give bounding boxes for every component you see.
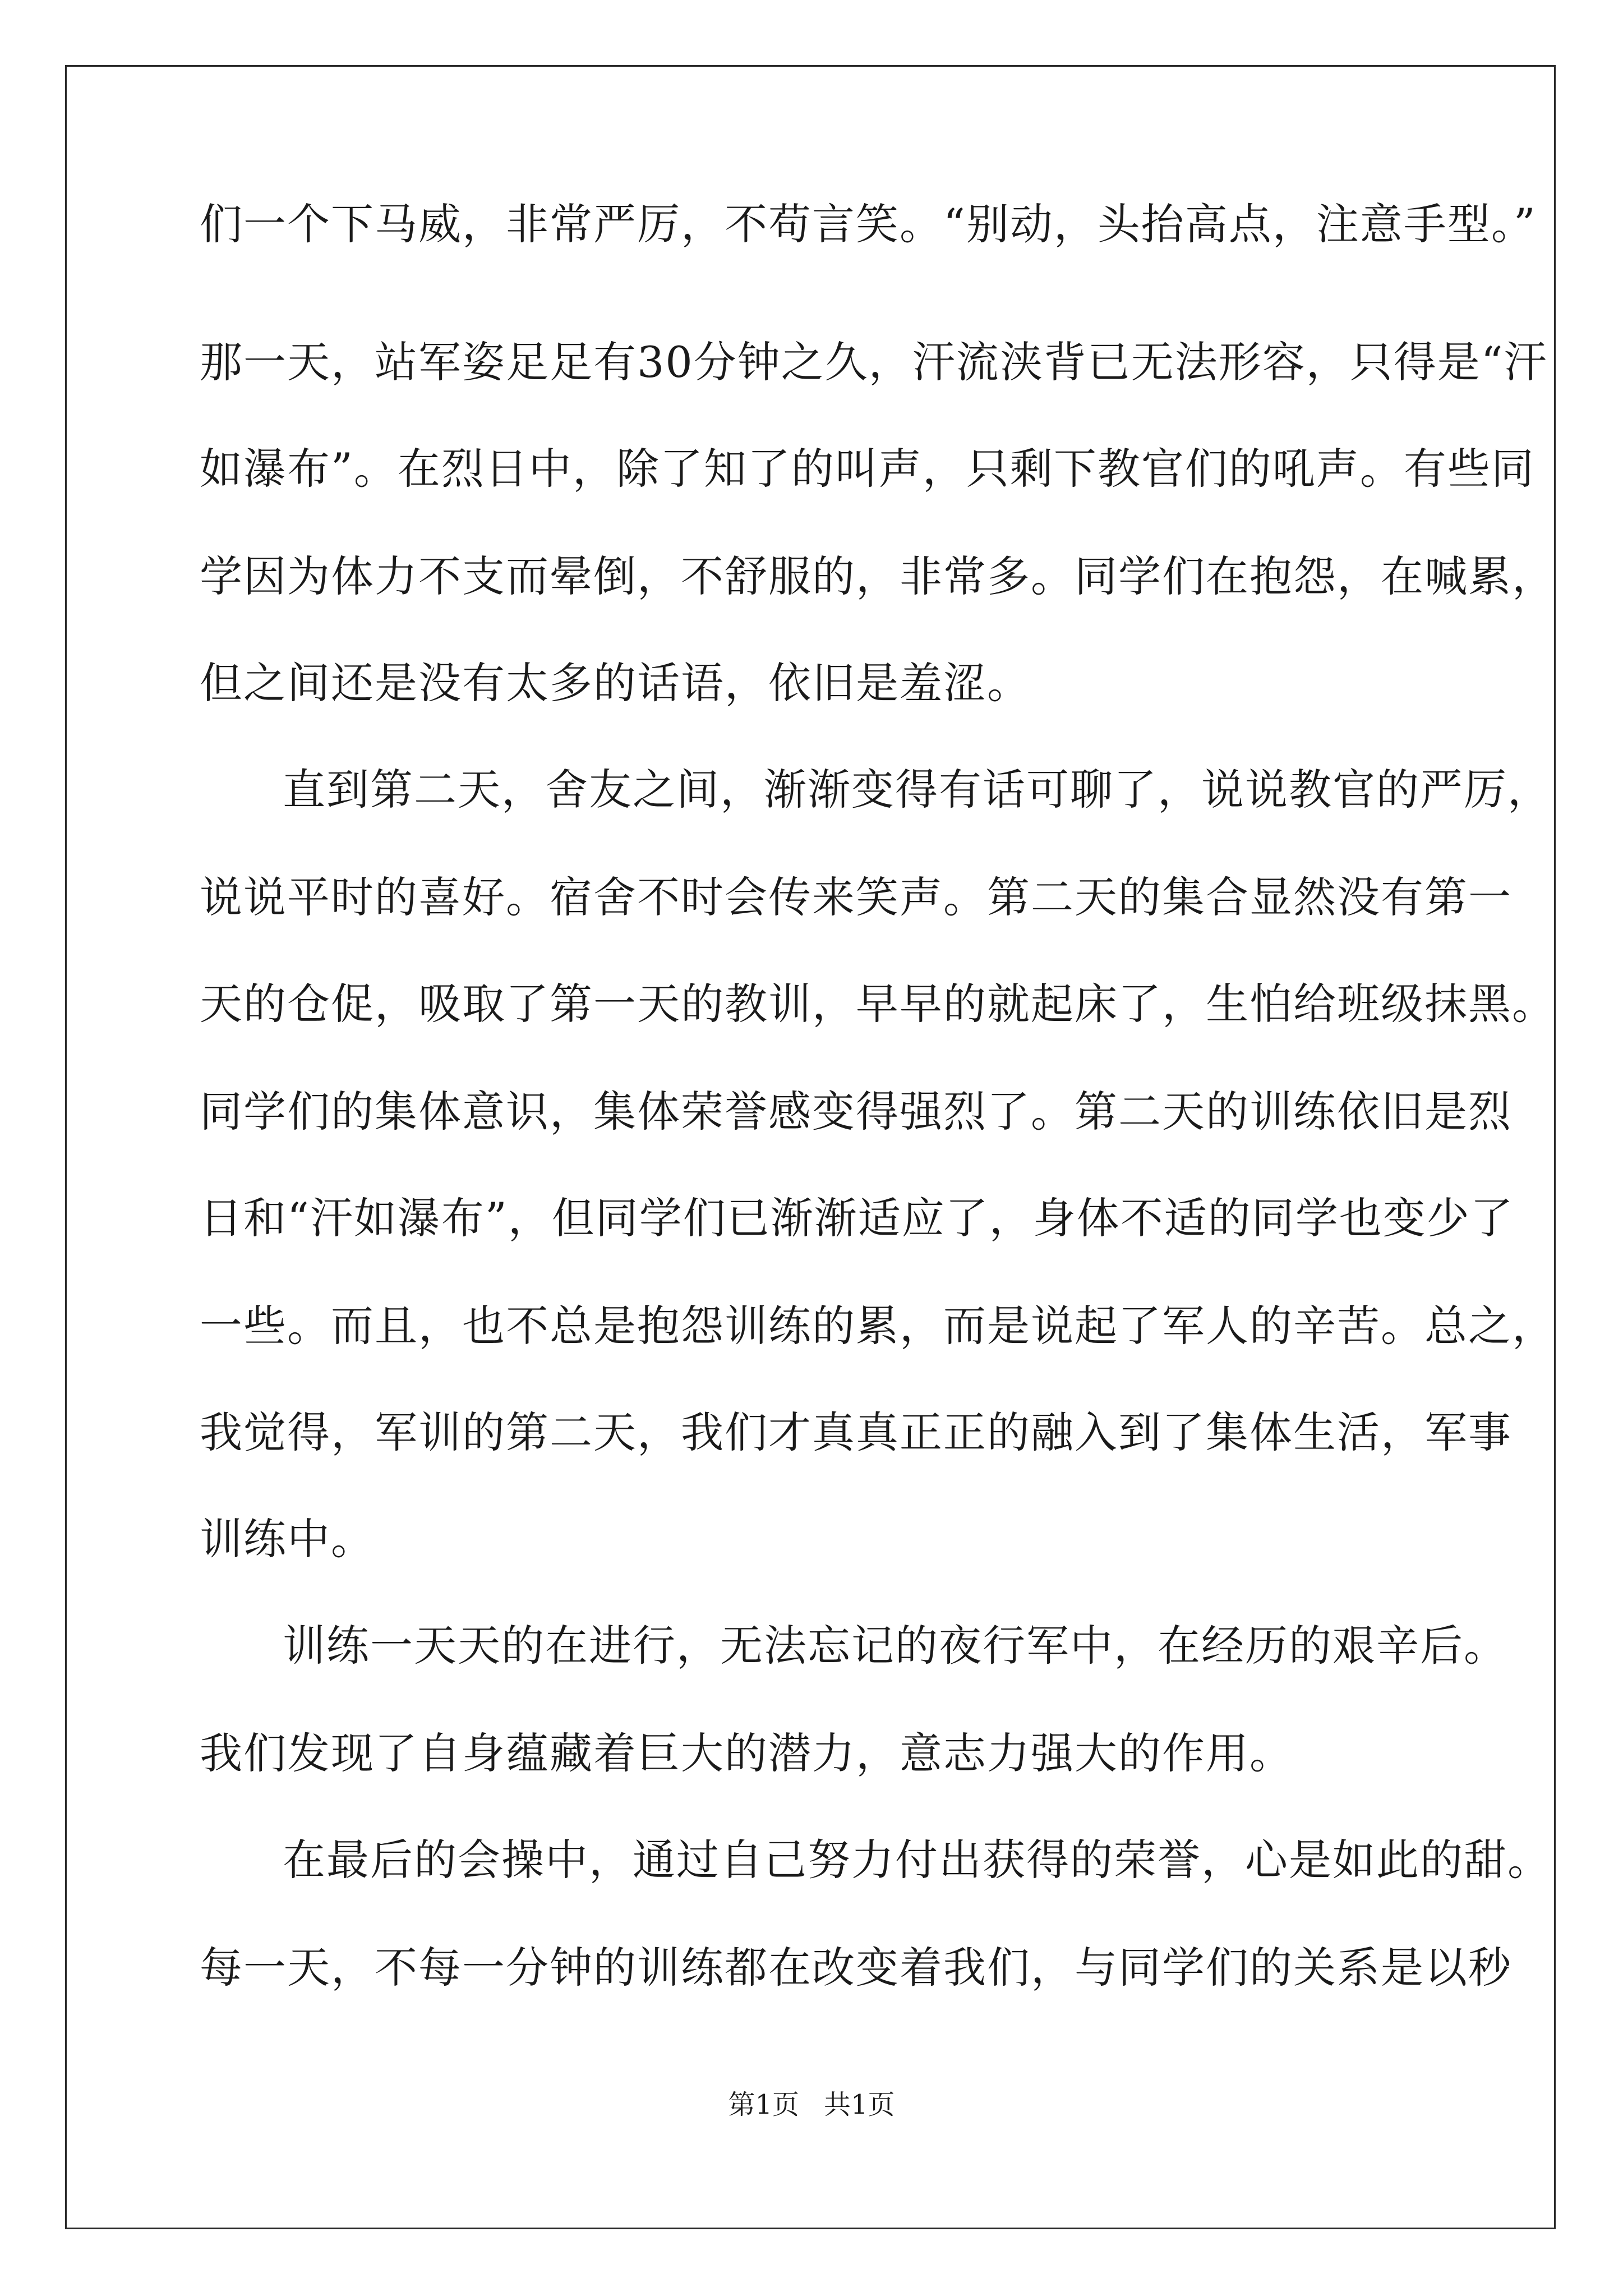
text-line: 日和“汗如瀑布”，但同学们已渐渐适应了，身体不适的同学也变少了 (200, 1193, 1514, 1243)
text-line: 如瀑布”。在烈日中，除了知了的叫声，只剩下教官们的吼声。有些同 (200, 444, 1535, 494)
text-line: 同学们的集体意识，集体荣誉感变得强烈了。第二天的训练依旧是烈 (200, 1087, 1512, 1137)
text-line: 但之间还是没有太多的话语，依旧是羞涩。 (200, 658, 1031, 708)
text-line: 学因为体力不支而晕倒，不舒服的，非常多。同学们在抱怨，在喊累， (200, 551, 1556, 601)
total-pages: 共1页 (824, 2089, 895, 2120)
text-line: 我们发现了自身蕴藏着巨大的潜力，意志力强大的作用。 (200, 1728, 1293, 1778)
paragraph-first-line: 直到第二天，舍友之间，渐渐变得有话可聊了，说说教官的严厉， (283, 765, 1551, 815)
paragraph-first-line: 在最后的会操中，通过自己努力付出获得的荣誉，心是如此的甜。 (283, 1835, 1551, 1885)
page-number: 第1页 (728, 2089, 799, 2120)
text-line: 们一个下马威，非常严厉，不苟言笑。“别动，头抬高点，注意手型。” (200, 199, 1537, 249)
page-frame (65, 65, 1556, 2229)
text-line: 天的仓促，吸取了第一天的教训，早早的就起床了，生怕给班级抹黑。 (200, 979, 1556, 1029)
text-line: 每一天，不每一分钟的训练都在改变着我们，与同学们的关系是以秒 (200, 1943, 1512, 1993)
text-line: 说说平时的喜好。宿舍不时会传来笑声。第二天的集合显然没有第一 (200, 872, 1512, 922)
text-line: 那一天，站军姿足足有30分钟之久，汗流浃背已无法形容，只得是“汗 (200, 337, 1548, 387)
text-line: 训练中。 (200, 1514, 375, 1564)
page-footer (0, 2091, 1623, 2118)
paragraph-first-line: 训练一天天的在进行，无法忘记的夜行军中，在经历的艰辛后。 (283, 1621, 1507, 1671)
text-line: 我觉得，军训的第二天，我们才真真正正的融入到了集体生活，军事 (200, 1407, 1512, 1457)
text-line: 一些。而且，也不总是抱怨训练的累，而是说起了军人的辛苦。总之， (200, 1301, 1556, 1351)
